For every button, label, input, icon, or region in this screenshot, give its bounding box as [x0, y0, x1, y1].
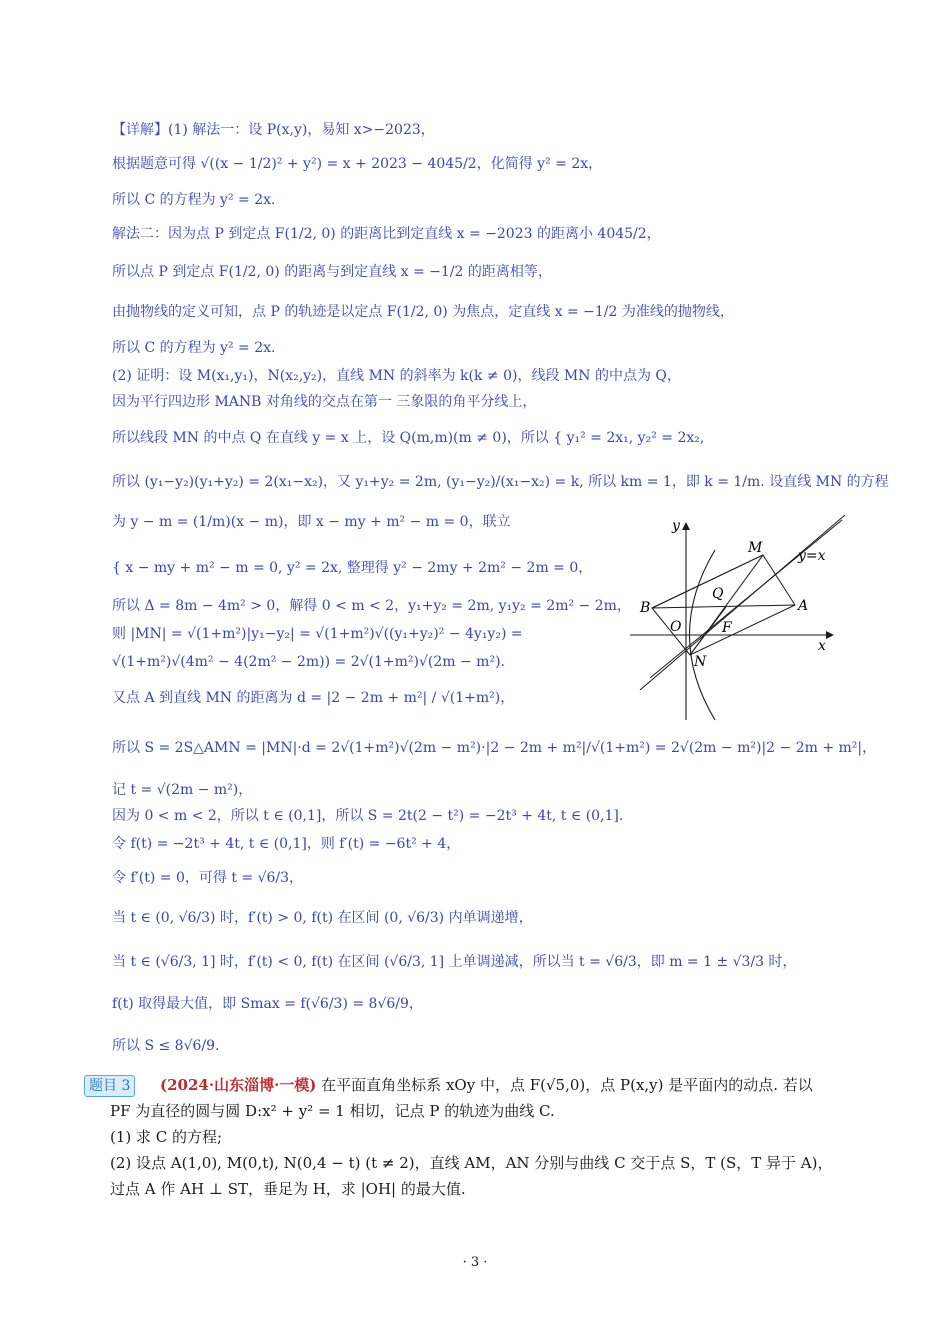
label-y-equals-x: y=x: [798, 548, 826, 564]
label-f: F: [722, 620, 732, 636]
label-m: M: [748, 540, 763, 556]
solution-line: 所以 S = 2S△AMN = |MN|·d = 2√(1+m²)√(2m − m²)·|2 − 2m + m²|/√(1+m²) = 2√(2m − m²)|2 − 2m + m²|，: [112, 740, 877, 756]
solution-line: 【详解】(1) 解法一：设 P(x,y)，易知 x>−2023，: [112, 122, 435, 138]
problem-line-1: [160, 1075, 813, 1095]
x-axis-arrow: [826, 631, 834, 639]
solution-line: 则 |MN| = √(1+m²)|y₁−y₂| = √(1+m²)√((y₁+y₂)² − 4y₁y₂) =: [112, 626, 523, 642]
solution-line: 解法二：因为点 P 到定点 F(1/2, 0) 的距离比到定直线 x = −2023 的距离小 4045/2，: [112, 226, 661, 242]
problem-badge: [84, 1075, 135, 1097]
label-n: N: [694, 654, 707, 670]
solution-line: 为 y − m = (1/m)(x − m)，即 x − my + m² − m = 0，联立: [112, 514, 511, 530]
problem-line-5: 过点 A 作 AH ⊥ ST，垂足为 H，求 |OH| 的最大值.: [110, 1180, 466, 1198]
label-b: B: [640, 600, 651, 616]
solution-line: 由抛物线的定义可知，点 P 的轨迹是以定点 F(1/2, 0) 为焦点，定直线 x = −1/2 为准线的抛物线，: [112, 304, 734, 320]
solution-line: 所以 C 的方程为 y² = 2x.: [112, 340, 276, 356]
solution-line: 又点 A 到直线 MN 的距离为 d = |2 − 2m + m²| / √(1+m²)，: [112, 690, 515, 706]
problem-line-4: (2) 设点 A(1,0), M(0,t), N(0,4 − t) (t ≠ 2)，直线 AM，AN 分别与曲线 C 交于点 S，T (S，T 异于 A)，: [110, 1154, 833, 1172]
badge-label: 题目: [89, 1078, 117, 1094]
parabola-diagram: [630, 510, 845, 725]
line-mn-extended: [650, 520, 842, 678]
solution-line: 所以 (y₁−y₂)(y₁+y₂) = 2(x₁−x₂)，又 y₁+y₂ = 2m, (y₁−y₂)/(x₁−x₂) = k, 所以 km = 1，即 k = 1/m. 设直线 MN 的方程: [112, 474, 889, 490]
solution-line: 所以线段 MN 的中点 Q 在直线 y = x 上，设 Q(m,m)(m ≠ 0)，所以 { y₁² = 2x₁, y₂² = 2x₂,: [112, 430, 705, 446]
solution-line: 因为平行四边形 MANB 对角线的交点在第一 三象限的角平分线上，: [112, 394, 537, 410]
solution-line: 所以 C 的方程为 y² = 2x.: [112, 192, 276, 208]
solution-line: 所以 Δ = 8m − 4m² > 0，解得 0 < m < 2，y₁+y₂ = 2m, y₁y₂ = 2m² − 2m，: [112, 598, 631, 614]
solution-line: (2) 证明：设 M(x₁,y₁)，N(x₂,y₂)，直线 MN 的斜率为 k(k ≠ 0)，线段 MN 的中点为 Q，: [112, 368, 681, 384]
label-a: A: [798, 598, 809, 614]
page-number: · 3 ·: [462, 1255, 488, 1270]
solution-line: √(1+m²)√(4m² − 4(2m² − 2m)) = 2√(1+m²)√(2m − m²).: [112, 654, 505, 670]
solution-line: 所以点 P 到定点 F(1/2, 0) 的距离与到定直线 x = −1/2 的距离相等，: [112, 264, 552, 280]
y-axis-arrow: [682, 522, 690, 530]
segment-nq: [690, 607, 726, 655]
problem-line-3: (1) 求 C 的方程;: [110, 1128, 223, 1146]
solution-line: { x − my + m² − m = 0, y² = 2x, 整理得 y² − 2my + 2m² − 2m = 0，: [112, 560, 593, 576]
segment-ba: [652, 605, 795, 608]
solution-line: 令 f′(t) = 0，可得 t = √6/3，: [112, 870, 304, 886]
solution-line: 令 f(t) = −2t³ + 4t, t ∈ (0,1]，则 f′(t) = −6t² + 4，: [112, 836, 461, 852]
problem-text: 在平面直角坐标系 xOy 中，点 F(√5,0)，点 P(x,y) 是平面内的动点. 若以: [321, 1076, 813, 1094]
label-q: Q: [712, 586, 724, 602]
badge-number: 3: [121, 1078, 131, 1094]
problem-line-2: PF 为直径的圆与圆 D:x² + y² = 1 相切，记点 P 的轨迹为曲线 C.: [110, 1102, 555, 1120]
label-y: y: [672, 518, 680, 534]
solution-line: 当 t ∈ (0, √6/3) 时，f′(t) > 0, f(t) 在区间 (0, √6/3) 内单调递增，: [112, 910, 533, 926]
problem-source: (2024·山东淄博·一模): [160, 1076, 317, 1094]
solution-line: 因为 0 < m < 2，所以 t ∈ (0,1]，所以 S = 2t(2 − t²) = −2t³ + 4t, t ∈ (0,1].: [112, 808, 624, 824]
label-x: x: [818, 638, 826, 654]
solution-line: 根据题意可得 √((x − 1/2)² + y²) = x + 2023 − 4045/2，化简得 y² = 2x，: [112, 156, 603, 172]
solution-line: 记 t = √(2m − m²)，: [112, 782, 253, 798]
solution-line: 当 t ∈ (√6/3, 1] 时，f′(t) < 0, f(t) 在区间 (√6/3, 1] 上单调递减，所以当 t = √6/3，即 m = 1 ± √3/3 时，: [112, 954, 797, 970]
label-o: O: [670, 619, 682, 635]
solution-line: 所以 S ≤ 8√6/9.: [112, 1038, 220, 1054]
solution-line: f(t) 取得最大值，即 Smax = f(√6/3) = 8√6/9，: [112, 996, 423, 1012]
